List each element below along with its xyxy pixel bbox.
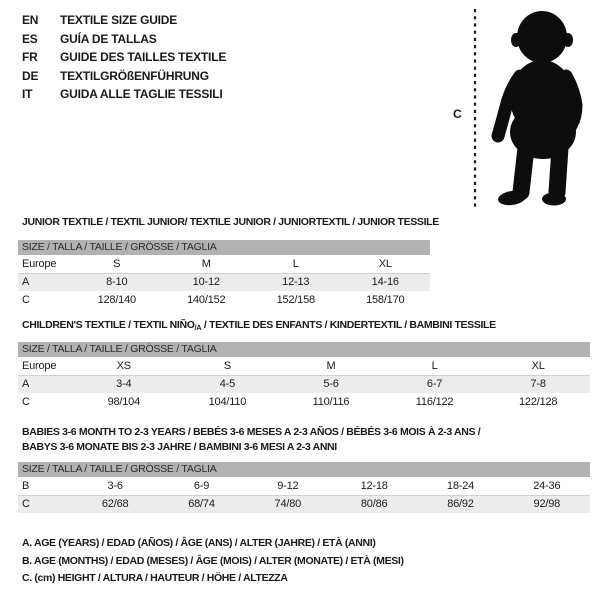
- section-title-subscript: /A: [194, 323, 202, 332]
- table-row-height: [18, 291, 430, 309]
- cell-value: 86/92: [447, 498, 474, 510]
- language-row: [22, 30, 226, 49]
- cell-value: 6-7: [426, 378, 443, 390]
- legend: [22, 535, 404, 588]
- language-row: [22, 85, 226, 104]
- language-title: GUIDE DES TAILLES TEXTILE: [60, 50, 227, 65]
- language-code: FR: [22, 50, 38, 65]
- cell-value: 98/104: [107, 396, 141, 408]
- cell-value: 110/116: [312, 396, 350, 408]
- row-label: A: [22, 378, 30, 390]
- cell-value: 14-16: [371, 276, 399, 288]
- table-row-age-months: [18, 477, 590, 495]
- cell-value: 12-13: [282, 276, 310, 288]
- cell-value: 152/158: [276, 294, 315, 306]
- cell-value: 158/170: [366, 294, 405, 306]
- cell-value: 62/68: [101, 498, 129, 510]
- cell-value: 8-10: [106, 276, 128, 288]
- row-label: C: [22, 498, 30, 510]
- legend-line-c: C. (cm) HEIGHT / ALTURA / HAUTEUR / HÖHE / ALTEZZA: [22, 572, 288, 584]
- cell-value: 3-6: [107, 480, 123, 492]
- cell-value: 128/140: [97, 294, 136, 306]
- table-row-height: [18, 495, 590, 513]
- cell-value: M: [326, 360, 336, 372]
- cell-value: XL: [531, 360, 545, 372]
- cell-value: 3-4: [116, 378, 132, 390]
- cell-value: 24-36: [533, 480, 561, 492]
- cell-value: 10-12: [192, 276, 220, 288]
- cell-value: 6-9: [193, 480, 210, 492]
- section-title-text: / TEXTILE DES ENFANTS / KINDERTEXTIL / BAMBINI TESSILE: [201, 319, 496, 331]
- language-code: EN: [22, 13, 39, 28]
- cell-value: 7-8: [530, 378, 546, 390]
- row-label: C: [22, 294, 30, 306]
- legend-line-b: B. AGE (MONTHS) / EDAD (MESES) / ÂGE (MOIS) / ALTER (MONATE) / ETÀ (MESI): [22, 554, 404, 567]
- cell-value: 5-6: [323, 378, 339, 390]
- language-code: IT: [22, 87, 33, 102]
- row-label: B: [22, 480, 30, 492]
- cell-value: 92/98: [533, 498, 561, 510]
- table-row-age: [18, 273, 430, 291]
- baby-silhouette-figure: [450, 6, 600, 211]
- language-row: [22, 67, 226, 86]
- cell-value: 68/74: [188, 498, 215, 510]
- table-row-europe: [18, 357, 590, 375]
- cell-value: 140/152: [187, 294, 226, 306]
- section-title-babies: [22, 425, 480, 455]
- cell-value: 74/80: [274, 498, 302, 510]
- cell-value: 4-5: [219, 378, 236, 390]
- section-title-text: CHILDREN'S TEXTILE / TEXTIL NIÑO: [22, 319, 195, 331]
- size-table-header: SIZE / TALLA / TAILLE / GRÖSSE / TAGLIA: [18, 342, 590, 357]
- section-title-line2: BABYS 3-6 MONATE BIS 2-3 JAHRE / BAMBINI 3-6 MESI A 2-3 ANNI: [22, 441, 337, 453]
- cell-value: 104/110: [208, 396, 247, 408]
- section-title-children: [22, 318, 496, 335]
- cell-value: 12-18: [360, 480, 388, 492]
- language-row: [22, 48, 226, 67]
- language-title: TEXTILGRÖßENFÜHRUNG: [60, 68, 209, 83]
- language-code: ES: [22, 31, 38, 46]
- table-row-age: [18, 375, 590, 393]
- cell-value: S: [113, 258, 121, 270]
- language-guide-list: [22, 11, 226, 104]
- cell-value: L: [292, 258, 299, 270]
- cell-value: S: [223, 360, 231, 372]
- row-label: A: [22, 276, 30, 288]
- legend-line-a: A. AGE (YEARS) / EDAD (AÑOS) / ÂGE (ANS) / ALTER (JAHRE) / ETÀ (ANNI): [22, 537, 376, 549]
- size-table-header: SIZE / TALLA / TAILLE / GRÖSSE / TAGLIA: [18, 462, 590, 477]
- cell-value: 80/86: [360, 498, 388, 510]
- cell-value: M: [201, 258, 211, 270]
- table-row-height: [18, 393, 590, 411]
- cell-value: 18-24: [446, 480, 475, 492]
- babies-size-table: [18, 462, 590, 513]
- baby-silhouette: [497, 11, 576, 207]
- cell-value: 122/128: [518, 396, 558, 408]
- language-title: GUÍA DE TALLAS: [60, 31, 157, 46]
- section-title-junior: JUNIOR TEXTILE / TEXTIL JUNIOR/ TEXTILE JUNIOR / JUNIORTEXTIL / JUNIOR TESSILE: [22, 216, 439, 228]
- section-title-line1: BABIES 3-6 MONTH TO 2-3 YEARS / BEBÉS 3-6 MESES A 2-3 AÑOS / BÉBÉS 3-6 MOIS À 2-3 ANS /: [22, 426, 481, 438]
- cell-value: 9-12: [277, 480, 299, 492]
- language-code: DE: [22, 68, 39, 83]
- cell-value: XL: [378, 258, 392, 270]
- cell-value: XS: [116, 360, 131, 372]
- row-label: Europe: [22, 360, 57, 372]
- language-row: [22, 11, 226, 30]
- language-title: GUIDA ALLE TAGLIE TESSILI: [60, 87, 223, 102]
- row-label: C: [22, 396, 30, 408]
- cell-value: L: [431, 360, 438, 372]
- size-table-header: SIZE / TALLA / TAILLE / GRÖSSE / TAGLIA: [18, 240, 430, 255]
- junior-size-table: [18, 240, 430, 309]
- children-size-table: [18, 342, 590, 411]
- table-row-europe: [18, 255, 430, 273]
- row-label: Europe: [22, 258, 57, 270]
- language-title: TEXTILE SIZE GUIDE: [60, 13, 178, 28]
- cell-value: 116/122: [415, 396, 454, 408]
- height-label-c: C: [453, 107, 462, 121]
